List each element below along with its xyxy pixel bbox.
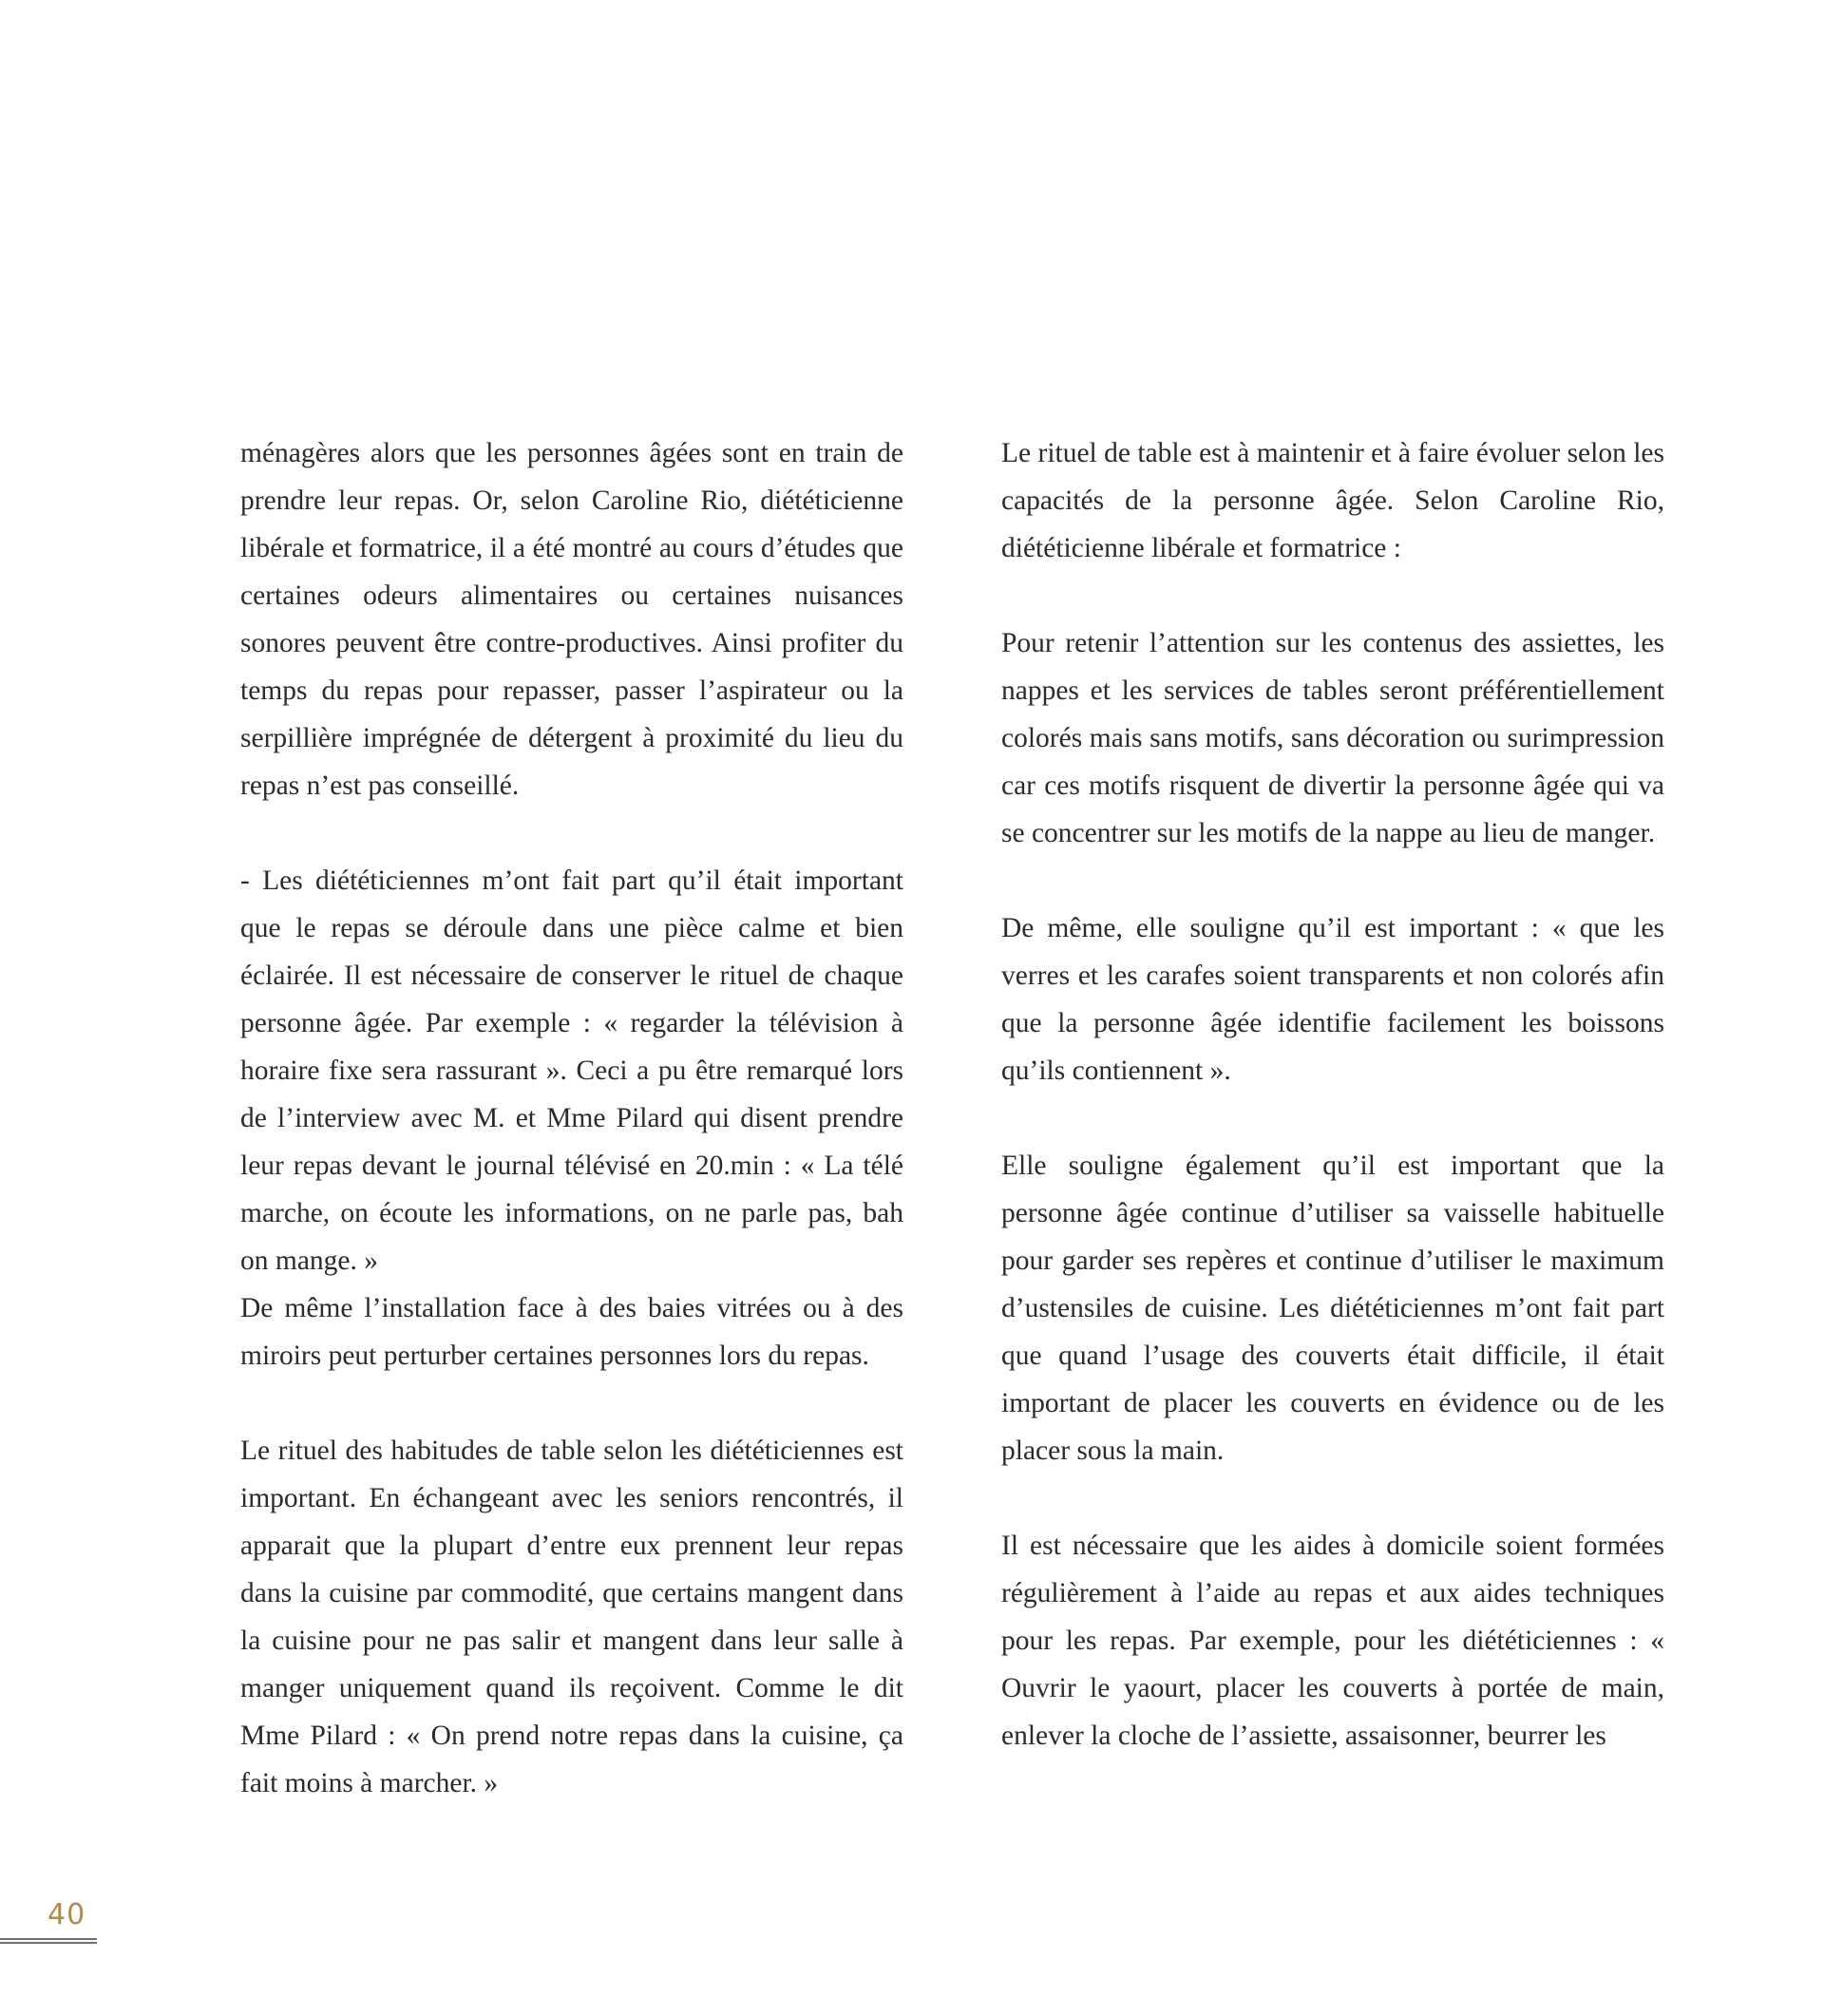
left-paragraph-2: - Les diététiciennes m’ont fait part qu’il était important que le repas se déroule dans une pièce calme et bien éclairée. Il est nécessaire de conserver le rituel de chaque personne âgée. Par exemple : « regarder la télévision à horaire fixe sera rassurant ». Ceci a pu être remarqué lors de l’interview avec M. et Mme Pilard qui disent prendre leur repas devant le journal télévisé en 20.min : « La télé marche, on écoute les informations, on ne parle pas, bah on mange. » xyxy=(240,865,903,1276)
left-paragraph-4: Le rituel des habitudes de table selon les diététiciennes est important. En échangeant avec les seniors rencontrés, il apparait que la plupart d’entre eux prennent leur repas dans la cuisine par commodité, que certains mangent dans la cuisine pour ne pas salir et mangent dans leur salle à manger uniquement quand ils reçoivent. Comme le dit Mme Pilard : « On prend notre repas dans la cuisine, ça fait moins à marcher. » xyxy=(240,1436,903,1798)
left-text-column xyxy=(240,429,903,1807)
left-paragraph-1: ménagères alors que les personnes âgées sont en train de prendre leur repas. Or, selon Caroline Rio, diététicienne libérale et formatrice, il a été montré au cours d’études que certaines odeurs alimentaires ou certaines nuisances sonores peuvent être contre-productives. Ainsi profiter du temps du repas pour repasser, passer l’aspirateur ou la serpillière imprégnée de détergent à proximité du lieu du repas n’est pas conseillé. xyxy=(240,438,903,801)
right-paragraph-3: De même, elle souligne qu’il est important : « que les verres et les carafes soient transparents et non colorés afin que la personne âgée identifie facilement les boissons qu’ils contiennent ». xyxy=(1001,913,1664,1086)
left-paragraph-3: De même l’installation face à des baies vitrées ou à des miroirs peut perturber certaines personnes lors du repas. xyxy=(240,1293,903,1371)
right-paragraph-1: Le rituel de table est à maintenir et à faire évoluer selon les capacités de la personne âgée. Selon Caroline Rio, diététicienne libérale et formatrice : xyxy=(1001,438,1664,563)
page-number-rule xyxy=(0,1938,97,1944)
right-paragraph-4: Elle souligne également qu’il est important que la personne âgée continue d’utiliser sa vaisselle habituelle pour garder ses repères et continue d’utiliser le maximum d’ustensiles de cuisine. Les diététiciennes m’ont fait part que quand l’usage des couverts était difficile, il était important de placer les couverts en évidence ou de les placer sous la main. xyxy=(1001,1151,1664,1466)
right-paragraph-5: Il est nécessaire que les aides à domicile soient formées régulièrement à l’aide au repas et aux aides techniques pour les repas. Par exemple, pour les diététiciennes : « Ouvrir le yaourt, placer les couverts à portée de main, enlever la cloche de l’assiette, assaisonner, beurrer les xyxy=(1001,1531,1664,1751)
page-number: 40 xyxy=(48,1898,86,1931)
right-paragraph-2: Pour retenir l’attention sur les contenus des assiettes, les nappes et les services de tables seront préférentiellement colorés mais sans motifs, sans décoration ou surimpression car ces motifs risquent de divertir la personne âgée qui va se concentrer sur les motifs de la nappe au lieu de manger. xyxy=(1001,628,1664,848)
right-text-column xyxy=(1001,429,1664,1759)
